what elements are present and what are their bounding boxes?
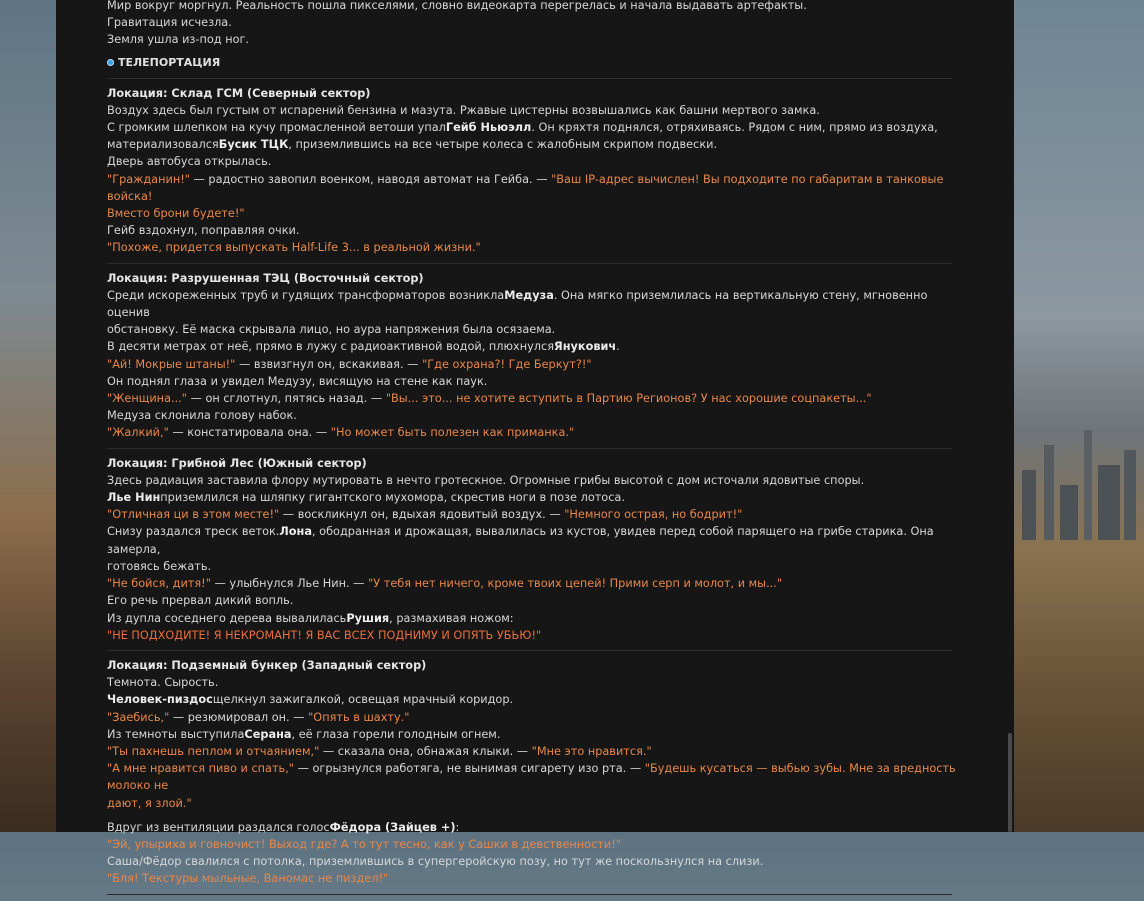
story-line: Темнота. Сырость. <box>107 676 219 690</box>
background-wasteland-left <box>0 0 56 832</box>
story-line: Снизу раздался треск веток.Лона, ободранная и дрожащая, вывалилась из кустов, увидев перед собой парящего на грибе старика. Она замерла, <box>107 525 934 556</box>
story-line: Человек-пиздосщелкнул зажигалкой, освещая мрачный коридор. <box>107 693 514 707</box>
background-ruins <box>1014 400 1144 540</box>
story-line: Медуза склонила голову набок. <box>107 409 297 423</box>
divider <box>107 650 952 651</box>
dialogue-line: "Жалкий," — констатировала она. — "Но может быть полезен как приманка." <box>107 426 575 440</box>
story-line: Лье Нинприземлился на шляпку гигантского мухомора, скрестив ноги в позе лотоса. <box>107 491 625 505</box>
intro-line: Гравитация исчезла. <box>107 16 232 30</box>
intro-line: Земля ушла из-под ног. <box>107 33 250 47</box>
story-line: Из темноты выступилаСерана, её глаза горели голодным огнем. <box>107 727 501 741</box>
dialogue-line: "Женщина..." — он сглотнул, пятясь назад. — "Вы... это... не хотите вступить в Партию Регионов? У нас хорошие соцпакеты..." <box>107 392 872 406</box>
story-line: Воздух здесь был густым от испарений бензина и мазута. Ржавые цистерны возвышались как башни мертвого замка. <box>107 103 820 117</box>
section-title: ТЕЛЕПОРТАЦИЯ <box>118 55 221 69</box>
story-line: Из дупла соседнего дерева вывалиласьРушия, размахивая ножом: <box>107 611 514 625</box>
dialogue-line: "Отличная ци в этом месте!" — воскликнул он, вдыхая ядовитый воздух. — "Немного острая, но бодрит!" <box>107 508 743 522</box>
dialogue-line: "Бля! Текстуры мыльные, Ваномас не пиздел!" <box>107 872 389 886</box>
dialogue-line: "Ай! Мокрые штаны!" — взвизгнул он, вскакивая. — "Где охрана?! Где Беркут?!" <box>107 357 592 371</box>
story-line: готовясь бежать. <box>107 559 212 573</box>
story-line: С громким шлепком на кучу промасленной ветоши упалГейб Ньюэлл. Он кряхтя поднялся, отряхиваясь. Рядом с ним, прямо из воздуха, <box>107 121 938 135</box>
story-line: Он поднял глаза и увидел Медузу, висящую на стене как паук. <box>107 374 488 388</box>
intro-line: Мир вокруг моргнул. Реальность пошла пикселями, словно видеокарта перегрелась и начала выдавать артефакты. <box>107 0 807 12</box>
dialogue-line: "Гражданин!" — радостно завопил военком, наводя автомат на Гейба. — "Ваш IP-адрес вычислен! Вы подходите по габаритам в танковые войска! <box>107 172 944 203</box>
story-line: Среди искореженных труб и гудящих трансформаторов возниклаМедуза. Она мягко приземлилась на вертикальную стену, мгновенно оценив <box>107 288 928 320</box>
divider <box>107 448 952 449</box>
divider <box>107 263 952 264</box>
story-line: Вдруг из вентиляции раздался голосФёдора (Зайцев +): <box>107 820 460 834</box>
story-line: Его речь прервал дикий вопль. <box>107 594 294 608</box>
story-line: Саша/Фёдор свалился с потолка, приземлившись в супергеройскую позу, но тут же поскользнулся на слизи. <box>107 855 764 869</box>
dialogue-line: "А мне нравится пиво и спать," — огрызнулся работяга, не вынимая сигарету изо рта. — "Будешь кусаться — выбью зубы. Мне за вредность молоко не <box>107 762 956 793</box>
scrollbar-thumb[interactable] <box>1008 733 1012 832</box>
dialogue-line: дают, я злой." <box>107 796 192 810</box>
dialogue-line: "Ты пахнешь пеплом и отчаянием," — сказала она, обнажая клыки. — "Мне это нравится." <box>107 744 652 758</box>
divider <box>107 78 952 79</box>
message-content <box>107 0 967 901</box>
section-header <box>107 54 967 72</box>
story-line: обстановку. Её маска скрывала лицо, но аура напряжения была осязаема. <box>107 323 556 337</box>
location-title: Локация: Разрушенная ТЭЦ (Восточный сектор) <box>107 271 424 285</box>
location-title: Локация: Подземный бункер (Западный сектор) <box>107 658 427 672</box>
blue-dot-icon <box>107 59 114 66</box>
story-line: материализовалсяБусик ТЦК, приземлившись на все четыре колеса с жалобным скрипом подвески. <box>107 138 718 152</box>
divider <box>107 894 952 895</box>
story-line: Гейб вздохнул, поправляя очки. <box>107 224 300 238</box>
dialogue-line: "Заебись," — резюмировал он. — "Опять в шахту." <box>107 710 410 724</box>
scrollbar-track[interactable] <box>1007 0 1012 832</box>
dialogue-line: Вместо брони будете!" <box>107 207 245 221</box>
dialogue-line: "НЕ ПОДХОДИТЕ! Я НЕКРОМАНТ! Я ВАС ВСЕХ ПОДНИМУ И ОПЯТЬ УБЬЮ!" <box>107 628 542 642</box>
story-line: Здесь радиация заставила флору мутировать в нечто гротескное. Огромные грибы высотой с дом источали ядовитые споры. <box>107 473 865 487</box>
dialogue-line: "Не бойся, дитя!" — улыбнулся Лье Нин. — "У тебя нет ничего, кроме твоих цепей! Прими серп и молот, и мы..." <box>107 577 783 591</box>
story-line: В десяти метрах от неё, прямо в лужу с радиоактивной водой, плюхнулсяЯнукович. <box>107 340 620 354</box>
location-title: Локация: Склад ГСМ (Северный сектор) <box>107 86 371 100</box>
dialogue-line: "Эй, упыриха и говночист! Выход где? А то тут тесно, как у Сашки в девственности!" <box>107 837 621 851</box>
story-line: Дверь автобуса открылась. <box>107 155 272 169</box>
chat-panel <box>56 0 1014 886</box>
location-title: Локация: Грибной Лес (Южный сектор) <box>107 456 367 470</box>
dialogue-line: "Похоже, придется выпускать Half-Life 3... в реальной жизни." <box>107 241 481 255</box>
